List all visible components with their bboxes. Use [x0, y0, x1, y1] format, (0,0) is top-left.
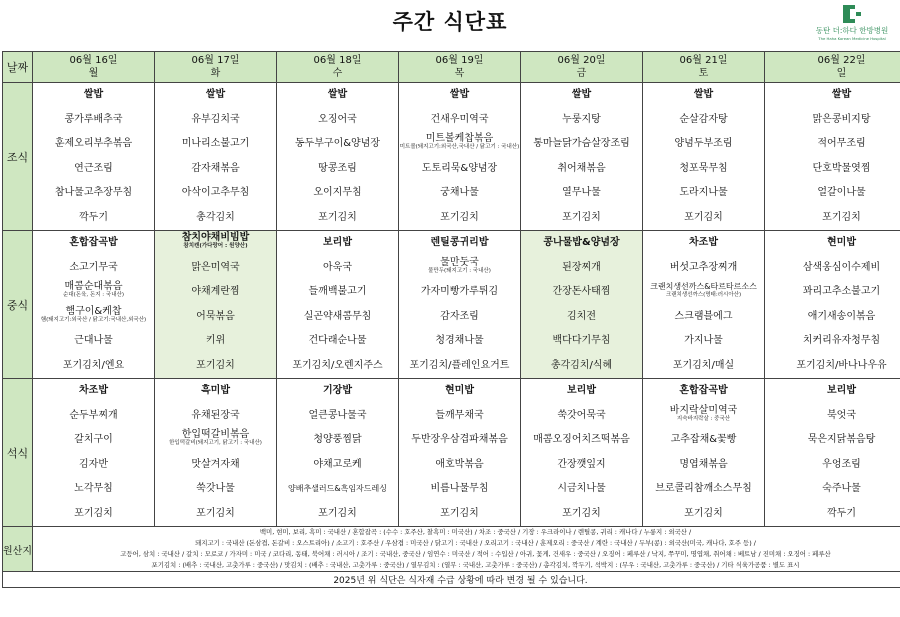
- ingredient-note: 한입떡갈비(돼지고기, 닭고기 : 국내산): [169, 440, 262, 446]
- breakfast-wed: [277, 83, 399, 231]
- menu-item: 스크램블에그: [674, 310, 733, 322]
- menu-item: 비름나물무침: [430, 483, 489, 494]
- day-header-sat: 06월 21일 토: [643, 52, 765, 83]
- menu-item: 가지나물: [684, 335, 723, 346]
- menu-item: 키위: [205, 335, 226, 346]
- menu-item: 실곤약새콤무침: [303, 310, 372, 322]
- lunch-sun: [765, 231, 900, 379]
- menu-item: 청포묵무침: [679, 162, 728, 174]
- row-label-breakfast: 조식: [3, 83, 33, 231]
- row-label-origin: 원산지: [3, 527, 33, 572]
- menu-item: 야채고로케: [313, 458, 362, 470]
- menu-item: 김치전: [567, 310, 596, 322]
- menu-item: 쌀밥: [831, 89, 852, 100]
- menu-item: 노각무침: [74, 483, 113, 494]
- menu-item: 포기김치: [318, 211, 357, 223]
- menu-item: 순두부찌개: [69, 409, 118, 421]
- menu-item: 두반장우삼겹파채볶음: [411, 434, 508, 445]
- menu-item: 통마늘닭가슴살장조림: [533, 138, 630, 149]
- menu-item: 포기김치/오렌지주스: [292, 359, 383, 371]
- menu-item: 우엉조림: [822, 458, 861, 470]
- menu-item: 쌀밥: [205, 89, 226, 100]
- dinner-sat: [643, 379, 765, 527]
- dinner-row: [3, 379, 900, 527]
- ingredient-note: 지숙바지락살 : 중국산: [676, 415, 731, 422]
- hospital-name: 동탄 더:하다 한방병원: [815, 26, 889, 35]
- ingredient-note: 순대(돈육, 돈지 : 국내산): [63, 292, 124, 298]
- menu-item: 쑥갓어묵국: [557, 409, 606, 421]
- menu-item: 포기김치: [74, 507, 113, 519]
- menu-item: 쌀밥: [693, 89, 714, 100]
- row-label-lunch: 중식: [3, 231, 33, 379]
- menu-item: 매콤순대볶음 순대(돈육, 돈지 : 국내산): [33, 280, 154, 305]
- row-label-date: 날짜: [3, 52, 33, 83]
- origin-line: 돼지고기 : 국내산 (돈삼겹, 돈갈비 : 오스트리아) / 소고기 : 호주산 / 우삼겹 : 미국산 / 닭고기 : 국내산 / 오리고기 : 국내산 / 훈제오리 : 중국산 / 계란 : 국내산 / 두부(콩) : 외국산(미국, 캐나다, 호주 등) /: [195, 539, 756, 547]
- origin-row: [3, 527, 900, 572]
- menu-item: 시금치나물: [557, 483, 606, 494]
- menu-item: 크랜치생선까스&타르타르소스 크랜치생선까스(명태:러시아산): [643, 280, 764, 305]
- menu-item: 근대나물: [74, 335, 113, 346]
- menu-item: 햄구이&케찹 햄(돼지고기:외국산 / 닭고기:국내산,외국산): [33, 305, 154, 330]
- menu-item: 된장찌개: [562, 261, 601, 273]
- hospital-logo: [812, 4, 892, 41]
- page-title: 주간 식단표: [392, 10, 508, 34]
- menu-item: 간장돈사태찜: [552, 286, 611, 297]
- menu-item: 포기김치: [562, 507, 601, 519]
- menu-item: 보리밥: [567, 385, 596, 396]
- dinner-tue: [155, 379, 277, 527]
- footnote-row: [3, 572, 900, 588]
- dinner-sun: [765, 379, 900, 527]
- menu-item: 포기김치: [684, 507, 723, 519]
- menu-item: 매콤오징어치즈떡볶음: [533, 434, 630, 445]
- menu-item: 포기김치: [440, 211, 479, 223]
- menu-item: 오이지무침: [313, 187, 362, 198]
- menu-item: 콩가루배추국: [64, 113, 123, 125]
- breakfast-sat: [643, 83, 765, 231]
- lunch-tue: [155, 231, 277, 379]
- menu-item: 현미밥: [827, 237, 856, 248]
- menu-change-notice: 2025년 위 식단은 식자재 수급 상황에 따라 변경 될 수 있습니다.: [3, 572, 900, 588]
- day-header-mon: 06월 16일 월: [33, 52, 155, 83]
- menu-item: 쌀밥: [327, 89, 348, 100]
- menu-item: 청양풍찜닭: [313, 434, 362, 445]
- menu-item: 단호박물엿찜: [812, 162, 871, 174]
- menu-item: 들깨무채국: [435, 409, 484, 421]
- lunch-sat: [643, 231, 765, 379]
- menu-item: 꽈리고추소불고기: [802, 286, 881, 297]
- menu-item: 누룽지탕: [562, 113, 601, 125]
- breakfast-row: [3, 83, 900, 231]
- day-header-thu: 06월 19일 목: [399, 52, 521, 83]
- menu-item: 양념두부조림: [674, 138, 733, 149]
- lunch-thu: [399, 231, 521, 379]
- menu-item: 쑥갓나물: [196, 483, 235, 494]
- menu-item: 참치야채비빔밥 참치캔(가다랑어 : 원양산): [155, 231, 276, 256]
- menu-item: 포기김치: [822, 211, 861, 223]
- lunch-mon: [33, 231, 155, 379]
- menu-item: 미나리소불고기: [181, 138, 250, 149]
- menu-item: 백다다기무침: [552, 335, 611, 346]
- menu-item: 명엽채볶음: [679, 458, 728, 470]
- menu-item: 간장깻잎지: [557, 458, 606, 470]
- menu-item: 양배추샐러드&흑임자드레싱: [288, 484, 387, 493]
- breakfast-thu: [399, 83, 521, 231]
- menu-item: 미트볼케찹볶음 미트볼(돼지고기:외국산,국내산 / 닭고기 : 국내산): [399, 133, 520, 150]
- menu-item: 아삭이고추무침: [181, 187, 250, 198]
- hospital-logo-icon: [841, 4, 863, 24]
- menu-item: 숙주나물: [822, 483, 861, 494]
- menu-item: 치커리유자청무침: [802, 335, 881, 346]
- menu-item: 쌀밥: [83, 89, 104, 100]
- menu-item: 도토리묵&양념장: [421, 162, 498, 174]
- ingredient-note: 크랜치생선까스(명태:러시아산): [665, 292, 742, 298]
- menu-item: 적어무조림: [817, 138, 866, 149]
- dinner-mon: [33, 379, 155, 527]
- menu-item: 현미밥: [445, 385, 474, 396]
- menu-item: 동두부구이&양념장: [294, 138, 381, 149]
- ingredient-note: 미트볼(돼지고기:외국산,국내산 / 닭고기 : 국내산): [399, 144, 520, 150]
- lunch-row: [3, 231, 900, 379]
- menu-item: 고추잡채&꽃빵: [670, 434, 737, 445]
- menu-item: 포기김치/플레인요거트: [409, 359, 510, 371]
- menu-item: 포기김치: [196, 507, 235, 519]
- menu-item: 쌀밥: [449, 89, 470, 100]
- menu-item: 유부김치국: [191, 113, 240, 125]
- menu-item: 열무나물: [562, 187, 601, 198]
- menu-item: 포기김치/매실: [672, 359, 735, 371]
- weekly-menu-table: [2, 51, 900, 588]
- origin-info: [33, 527, 900, 572]
- menu-item: 맑은콩비지탕: [812, 113, 871, 125]
- menu-item: 얼큰콩나물국: [308, 409, 367, 421]
- breakfast-sun: [765, 83, 900, 231]
- menu-item: 유채된장국: [191, 409, 240, 421]
- menu-item: 흑미밥: [201, 385, 230, 396]
- lunch-wed: [277, 231, 399, 379]
- menu-item: 포기김치/엔요: [62, 359, 125, 371]
- day-header-fri: 06월 20일 금: [521, 52, 643, 83]
- origin-line: 포기김치 : (배추 : 국내산, 고춧가루 : 중국산) / 맛김치 : (배추 : 국내산, 고춧가루 : 중국산) / 열무김치 : (열무 : 국내산, 고춧가루 : 중국산) / 총각김치, 깍두기, 석박지 : (무우 : 국내산, 고춧가루 : 중국산) / 기타 식육가공품 : 별도 표시: [151, 561, 800, 569]
- row-label-dinner: 석식: [3, 379, 33, 527]
- menu-item: 훈제오리부추볶음: [54, 138, 133, 149]
- menu-item: 포기김치: [440, 507, 479, 519]
- menu-item: 혼합잡곡밥: [679, 385, 728, 396]
- day-header-wed: 06월 18일 수: [277, 52, 399, 83]
- menu-item: 보리밥: [323, 237, 352, 248]
- menu-item: 얼갈이나물: [817, 187, 866, 198]
- menu-item: 건새우미역국: [430, 113, 489, 125]
- menu-item: 갈치구이: [74, 434, 113, 445]
- dinner-fri: [521, 379, 643, 527]
- menu-item: 도라지나물: [679, 187, 728, 198]
- dinner-thu: [399, 379, 521, 527]
- menu-item: 감자채볶음: [191, 162, 240, 174]
- menu-item: 포기김치: [562, 211, 601, 223]
- breakfast-fri: [521, 83, 643, 231]
- menu-item: 바지락살미역국 지숙바지락살 : 중국산: [643, 404, 764, 429]
- day-header-tue: 06월 17일 화: [155, 52, 277, 83]
- menu-item: 어묵볶음: [196, 310, 235, 322]
- breakfast-tue: [155, 83, 277, 231]
- menu-item: 차조밥: [689, 237, 718, 248]
- menu-item: 포기김치: [318, 507, 357, 519]
- breakfast-mon: [33, 83, 155, 231]
- menu-item: 순살감자탕: [679, 113, 728, 125]
- menu-item: 삼색옹심이수제비: [802, 261, 881, 273]
- menu-item: 감자조림: [440, 310, 479, 322]
- ingredient-note: 물만두(돼지고기 : 국내산): [428, 267, 491, 274]
- lunch-fri: [521, 231, 643, 379]
- menu-item: 맛살겨자채: [191, 458, 240, 470]
- menu-item: 참나물고추장무침: [54, 187, 133, 198]
- menu-item: 맑은미역국: [191, 261, 240, 273]
- origin-line: 백미, 현미, 보리, 흑미 : 국내산 / 혼합잡곡 : (수수 : 호주산, 찰흑미 : 미국산) / 차조 : 중국산 / 기장 : 우크라이나 / 렌틸콩, 귀리 : 캐나다 / 누룽지 : 외국산 /: [259, 528, 692, 536]
- day-header-sun: 06월 22일 일: [765, 52, 900, 83]
- menu-item: 묵은지닭볶음탕: [807, 434, 876, 445]
- menu-item: 기장밥: [323, 385, 352, 396]
- menu-item: 건다래순나물: [308, 335, 367, 346]
- menu-item: 야채계란찜: [191, 286, 240, 297]
- menu-item: 총각김치: [196, 211, 235, 223]
- menu-item: 청경채나물: [435, 335, 484, 346]
- menu-item: 오징어국: [318, 113, 357, 125]
- menu-item: 깍두기: [79, 211, 108, 223]
- menu-item: 버섯고추장찌개: [669, 261, 738, 273]
- menu-item: 한입떡갈비볶음 한입떡갈비(돼지고기, 닭고기 : 국내산): [155, 428, 276, 453]
- menu-item: 혼합잡곡밥: [69, 237, 118, 248]
- menu-item: 차조밥: [79, 385, 108, 396]
- menu-item: 김자반: [79, 458, 108, 470]
- date-header-row: [3, 52, 900, 83]
- menu-item: 들깨백불고기: [308, 286, 367, 297]
- ingredient-note: 참치캔(가다랑어 : 원양산): [183, 243, 248, 249]
- dinner-wed: [277, 379, 399, 527]
- ingredient-note: 햄(돼지고기:외국산 / 닭고기:국내산,외국산): [40, 316, 147, 323]
- menu-item: 연근조림: [74, 162, 113, 174]
- menu-item: 북엇국: [827, 409, 856, 421]
- menu-item: 애기새송이볶음: [807, 310, 876, 322]
- origin-line: 고등어, 삼치 : 국내산 / 갈치 : 모로코 / 가자미 : 미국 / 코다리, 동태, 북어채 : 러시아 / 조기 : 국내산, 중국산 / 임연수 : 미국산 / 적어 : 수입산 / 아귀, 꽃게, 건새우 : 중국산 / 오징어 : 페루산 / 낙지, 쭈꾸미, 명엽채, 취어채 : 베트남 / 진미채 : 오징어 : 페루산: [120, 550, 831, 558]
- menu-item: 포기김치: [196, 359, 235, 371]
- menu-item: 아욱국: [323, 261, 352, 273]
- menu-item: 포기김치/바나나우유: [796, 359, 887, 371]
- menu-item: 콩나물밥&양념장: [543, 237, 620, 248]
- menu-item: 궁채나물: [440, 187, 479, 198]
- hospital-subtitle: The Haha Korean Medicine Hospital: [818, 36, 886, 41]
- menu-item: 취어채볶음: [557, 162, 606, 174]
- menu-item: 애호박볶음: [435, 458, 484, 470]
- menu-item: 포기김치: [684, 211, 723, 223]
- menu-item: 물만둣국 물만두(돼지고기 : 국내산): [399, 256, 520, 281]
- menu-item: 쌀밥: [571, 89, 592, 100]
- menu-item: 브로콜리참깨소스무침: [655, 483, 752, 494]
- menu-item: 땅콩조림: [318, 162, 357, 174]
- menu-item: 가자미빵가루튀김: [420, 286, 499, 297]
- menu-item: 소고기무국: [69, 261, 118, 273]
- menu-item: 깍두기: [827, 507, 856, 519]
- menu-item: 보리밥: [827, 385, 856, 396]
- menu-item: 총각김치/식혜: [550, 359, 613, 371]
- menu-item: 렌틸콩귀리밥: [430, 237, 489, 248]
